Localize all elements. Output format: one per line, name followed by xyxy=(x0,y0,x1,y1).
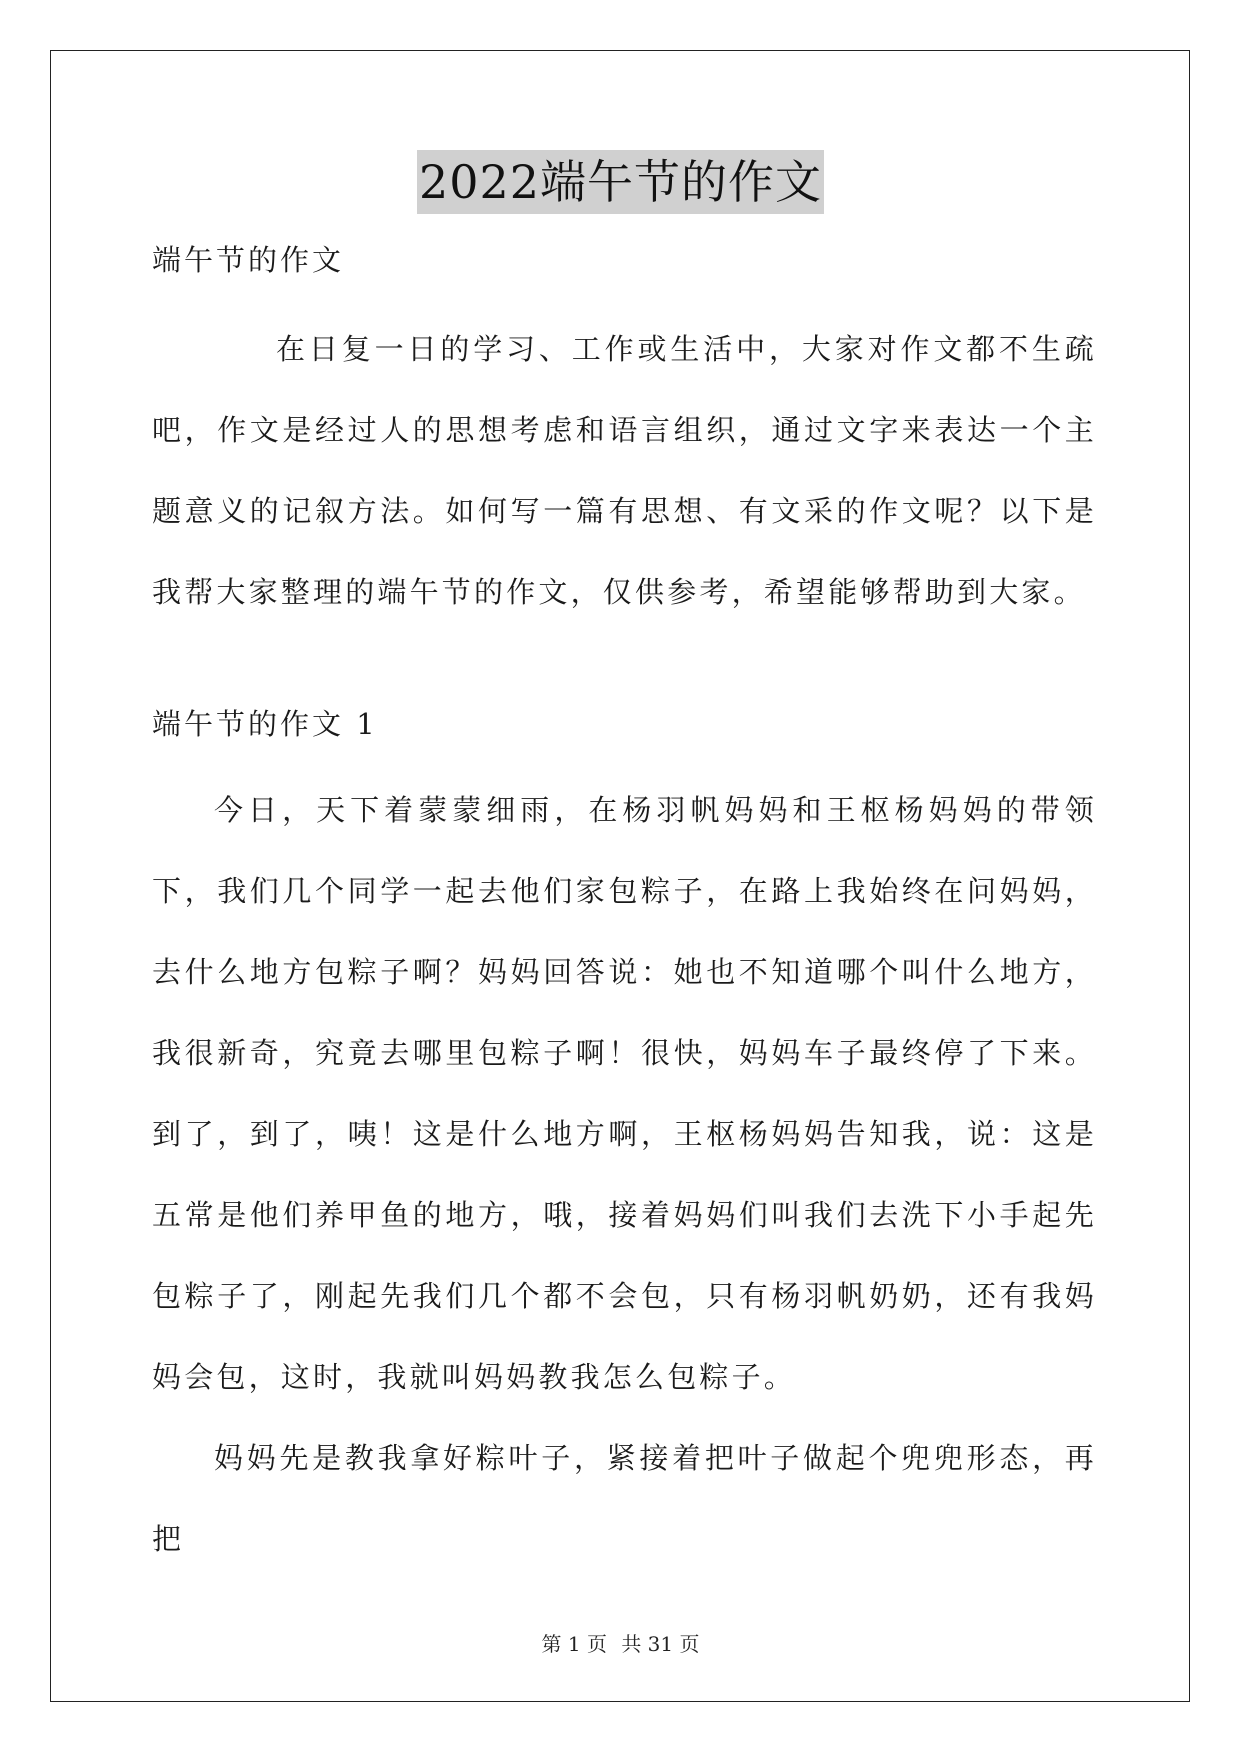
page-number: 第 1 页 xyxy=(541,1632,607,1656)
section-heading: 端午节的作文 1 xyxy=(152,707,378,741)
body-paragraph: 今日，天下着蒙蒙细雨，在杨羽帆妈妈和王枢杨妈妈的带领下，我们几个同学一起去他们家包粽子，在路上我始终在问妈妈，去什么地方包粽子啊？妈妈回答说：她也不知道哪个叫什么地方，我很新奇，究竟去哪里包粽子啊！很快，妈妈车子最终停了下来。到了，到了，咦！这是什么地方啊，王枢杨妈妈告知我，说：这是五常是他们养甲鱼的地方，哦，接着妈妈们叫我们去洗下小手起先包粽子了，刚起先我们几个都不会包，只有杨羽帆奶奶，还有我妈妈会包，这时，我就叫妈妈教我怎么包粽子。 xyxy=(152,793,1097,1394)
document-title: 2022端午节的作文 xyxy=(417,150,824,214)
page-total: 共 31 页 xyxy=(621,1632,700,1656)
document-body xyxy=(152,240,1097,1580)
page-footer xyxy=(0,1628,1241,1657)
body-paragraph: 妈妈先是教我拿好粽叶子，紧接着把叶子做起个兜兜形态，再把 xyxy=(152,1441,1097,1556)
title-container xyxy=(0,150,1241,214)
intro-paragraph: 在日复一日的学习、工作或生活中，大家对作文都不生疏吧，作文是经过人的思想考虑和语言组织，通过文字来表达一个主题意义的记叙方法。如何写一篇有思想、有文采的作文呢？以下是我帮大家整理的端午节的作文，仅供参考，希望能够帮助到大家。 xyxy=(152,332,1097,609)
subtitle: 端午节的作文 xyxy=(152,243,345,277)
